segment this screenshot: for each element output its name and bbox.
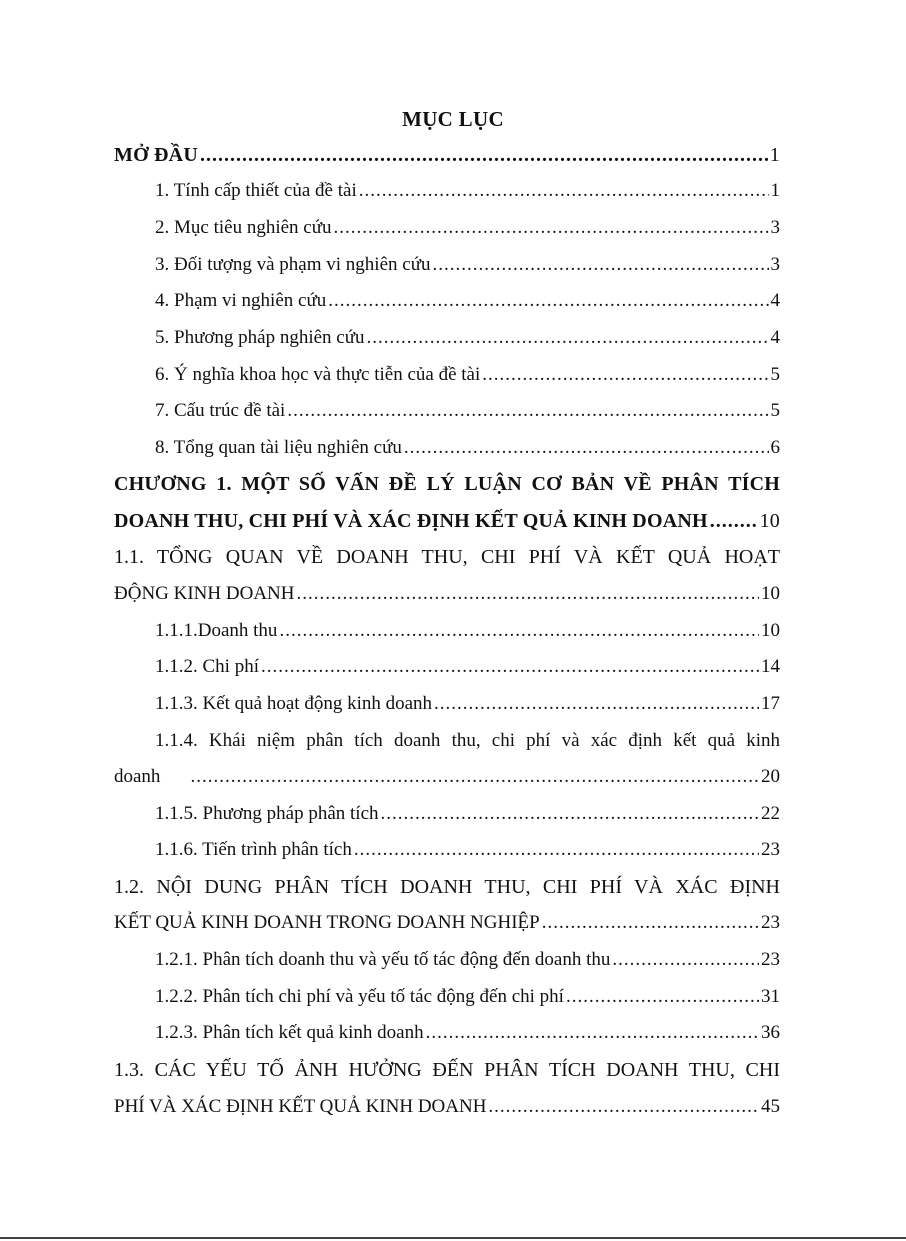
leader-dots	[566, 982, 759, 1012]
toc-entry-label: 8. Tổng quan tài liệu nghiên cứu	[155, 437, 402, 458]
leader-dots	[434, 689, 759, 719]
toc-entry-label: 1.1.6. Tiến trình phân tích	[155, 839, 352, 860]
toc-entry-page: 23	[761, 839, 780, 860]
toc-entry	[155, 982, 780, 1012]
toc-entry-page: 10	[759, 510, 780, 532]
toc-entry	[155, 286, 780, 316]
toc-entry	[155, 433, 780, 463]
leader-dots	[359, 176, 769, 206]
toc-entry	[155, 616, 780, 646]
toc-entry-page: 1	[770, 180, 780, 201]
toc-entry-label: 1.3. CÁC YẾU TỐ ẢNH HƯỞNG ĐẾN PHÂN TÍCH DOANH THU, CHI	[114, 1059, 780, 1081]
toc-entry-label: CHƯƠNG 1. MỘT SỐ VẤN ĐỀ LÝ LUẬN CƠ BẢN VỀ PHÂN TÍCH	[114, 473, 780, 495]
toc-entry-page: 3	[770, 217, 780, 238]
toc-entry-page: 20	[761, 766, 780, 787]
toc-entry-page: 6	[770, 437, 780, 458]
leader-dots	[404, 433, 769, 463]
toc-entry	[155, 250, 780, 280]
toc-section-heading	[114, 872, 780, 902]
toc-entry-label: 1.1. TỔNG QUAN VỀ DOANH THU, CHI PHÍ VÀ KẾT QUẢ HOẠT	[114, 546, 780, 568]
toc-entry	[114, 762, 780, 792]
toc-entry-page: 45	[761, 1096, 780, 1117]
toc-entry-page: 14	[761, 656, 780, 677]
leader-dots	[334, 213, 769, 243]
toc-entry-label: 1.2. NỘI DUNG PHÂN TÍCH DOANH THU, CHI PHÍ VÀ XÁC ĐỊNH	[114, 876, 780, 898]
leader-dots	[287, 396, 768, 426]
toc-entry-page: 4	[770, 327, 780, 348]
toc-entry-label: 1.2.3. Phân tích kết quả kinh doanh	[155, 1022, 424, 1043]
toc-entry-label: 1.2.2. Phân tích chi phí và yếu tố tác động đến chi phí	[155, 986, 564, 1007]
toc-entry-label: MỞ ĐẦU	[114, 144, 198, 166]
toc-entry-label: 5. Phương pháp nghiên cứu	[155, 327, 365, 348]
toc-entry-page: 10	[761, 583, 780, 604]
toc-entry-page: 5	[770, 364, 780, 385]
leader-dots	[354, 835, 759, 865]
toc-entry	[155, 1018, 780, 1048]
toc-entry	[114, 1092, 780, 1122]
leader-dots	[433, 250, 769, 280]
toc-entry	[155, 396, 780, 426]
toc-entry-page: 23	[761, 912, 780, 933]
toc-entry-page: 3	[770, 254, 780, 275]
toc-entry	[155, 652, 780, 682]
leader-dots	[328, 286, 768, 316]
toc-entry	[155, 799, 780, 829]
toc-entry-page: 23	[761, 949, 780, 970]
toc-entry-page: 22	[761, 803, 780, 824]
toc-title: MỤC LỤC	[402, 107, 504, 131]
leader-dots	[482, 360, 768, 390]
toc-entry-label: DOANH THU, CHI PHÍ VÀ XÁC ĐỊNH KẾT QUẢ KINH DOANH	[114, 510, 708, 532]
toc-entry-page: 36	[761, 1022, 780, 1043]
leader-dots	[296, 579, 759, 609]
toc-entry-label: 1.1.2. Chi phí	[155, 656, 259, 677]
toc-entry-label: KẾT QUẢ KINH DOANH TRONG DOANH NGHIỆP	[114, 912, 540, 933]
toc-entry-wrapped	[155, 726, 780, 756]
toc-entry	[114, 140, 780, 170]
toc-entry-label: 7. Cấu trúc đề tài	[155, 400, 286, 421]
leader-dots	[367, 323, 769, 353]
toc-entry	[155, 945, 780, 975]
toc-entry-label: ĐỘNG KINH DOANH	[114, 583, 295, 604]
leader-dots	[200, 140, 768, 170]
leader-dots	[488, 1092, 759, 1122]
toc-entry-page: 1	[769, 144, 780, 166]
toc-entry	[155, 213, 780, 243]
toc-section-heading	[114, 1055, 780, 1085]
toc-entry-page: 4	[770, 290, 780, 311]
leader-dots	[381, 799, 759, 829]
leader-dots	[710, 506, 758, 536]
toc-entry-page: 5	[770, 400, 780, 421]
toc-entry-label: 1.1.3. Kết quả hoạt động kinh doanh	[155, 693, 433, 714]
toc-entry-label: 1.1.5. Phương pháp phân tích	[155, 803, 379, 824]
leader-dots	[612, 945, 759, 975]
toc-entry-page: 17	[761, 693, 780, 714]
toc-entry-page: 31	[761, 986, 780, 1007]
toc-entry-label: 1.1.4. Khái niệm phân tích doanh thu, chi phí và xác định kết quả kinh	[155, 730, 780, 751]
toc-entry-page: 10	[761, 620, 780, 641]
toc-entry-label: PHÍ VÀ XÁC ĐỊNH KẾT QUẢ KINH DOANH	[114, 1096, 487, 1117]
leader-dots	[261, 652, 759, 682]
leader-dots	[426, 1018, 759, 1048]
toc-entry	[155, 689, 780, 719]
toc-entry-label: 3. Đối tượng và phạm vi nghiên cứu	[155, 254, 431, 275]
toc-entry-label: doanh	[114, 766, 161, 787]
toc-entry-label: 1.2.1. Phân tích doanh thu và yếu tố tác động đến doanh thu	[155, 949, 611, 970]
leader-dots	[279, 616, 759, 646]
toc-entry	[114, 908, 780, 938]
toc-entry-label: 4. Phạm vi nghiên cứu	[155, 290, 327, 311]
leader-dots	[542, 908, 759, 938]
toc-entry	[114, 579, 780, 609]
toc-entry	[155, 323, 780, 353]
toc-chapter-heading	[114, 469, 780, 499]
toc-entry	[155, 835, 780, 865]
toc-entry-label: 2. Mục tiêu nghiên cứu	[155, 217, 332, 238]
leader-dots	[190, 762, 759, 792]
toc-entry-label: 6. Ý nghĩa khoa học và thực tiễn của đề tài	[155, 364, 481, 385]
toc-entry-label: 1.1.1.Doanh thu	[155, 620, 278, 641]
toc-section-heading	[114, 542, 780, 572]
page-bottom-border	[0, 1237, 906, 1239]
toc-entry	[114, 506, 780, 536]
toc-entry-label: 1. Tính cấp thiết của đề tài	[155, 180, 357, 201]
toc-entry	[155, 360, 780, 390]
toc-entry	[155, 176, 780, 206]
